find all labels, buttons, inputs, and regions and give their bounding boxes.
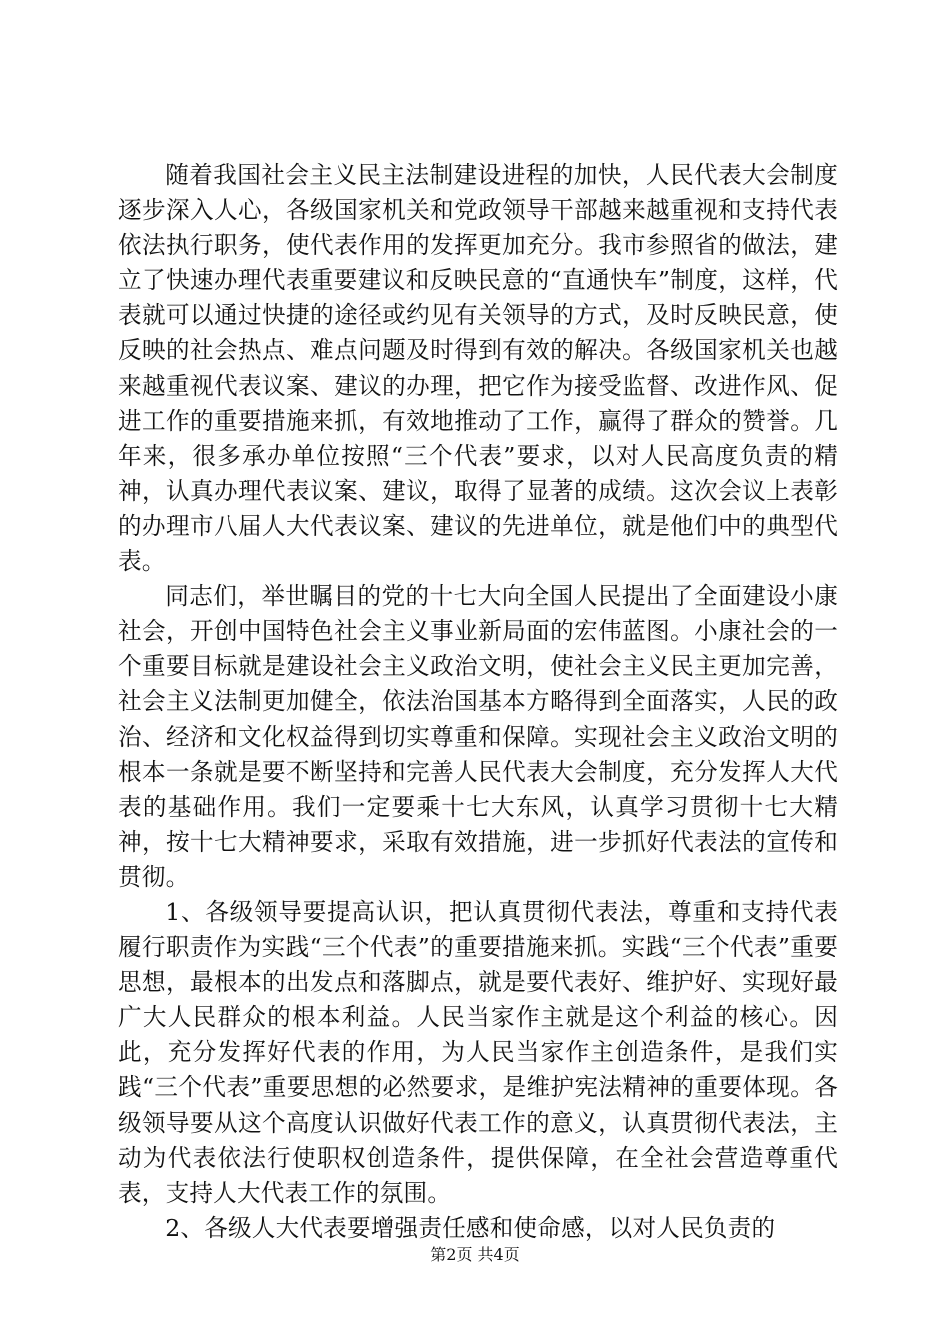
paragraph-1: 随着我国社会主义民主法制建设进程的加快，人民代表大会制度逐步深入人心，各级国家机关和党政领导干部越来越重视和支持代表依法执行职务，使代表作用的发挥更加充分。我市参照省的做法，建立了快速办理代表重要建议和反映民意的“直通快车”制度，这样，代表就可以通过快捷的途径或约见有关领导的方式，及时反映民意，使反映的社会热点、难点问题及时得到有效的解决。各级国家机关也越来越重视代表议案、建议的办理，把它作为接受监督、改进作风、促进工作的重要措施来抓，有效地推动了工作，赢得了群众的赞誉。几年来，很多承办单位按照“三个代表”要求，以对人民高度负责的精神，认真办理代表议案、建议，取得了显著的成绩。这次会议上表彰的办理市八届人大代表议案、建议的先进单位，就是他们中的典型代表。 [118,161,838,576]
paragraph-3: 1、各级领导要提高认识，把认真贯彻代表法，尊重和支持代表履行职责作为实践“三个代表”的重要措施来抓。实践“三个代表”重要思想，最根本的出发点和落脚点，就是要代表好、维护好、实现好最广大人民群众的根本利益。人民当家作主就是这个利益的核心。因此，充分发挥好代表的作用，为人民当家作主创造条件，是我们实践“三个代表”重要思想的必然要求，是维护宪法精神的重要体现。各级领导要从这个高度认识做好代表工作的意义，认真贯彻代表法，主动为代表依法行使职权创造条件，提供保障，在全社会营造尊重代表，支持人大代表工作的氛围。 [118,897,838,1207]
paragraph-4: 2、各级人大代表要增强责任感和使命感，以对人民负责的 [165,1213,776,1242]
paragraph-2: 同志们，举世瞩目的党的十七大向全国人民提出了全面建设小康社会，开创中国特色社会主义事业新局面的宏伟蓝图。小康社会的一个重要目标就是建设社会主义政治文明，使社会主义民主更加完善，社会主义法制更加健全，依法治国基本方略得到全面落实，人民的政治、经济和文化权益得到切实尊重和保障。实现社会主义政治文明的根本一条就是要不断坚持和完善人民代表大会制度，充分发挥人大代表的基础作用。我们一定要乘十七大东风，认真学习贯彻十七大精神，按十七大精神要求，采取有效措施，进一步抓好代表法的宣传和贯彻。 [118,582,838,891]
page-footer: 第2页 共4页 [430,1245,520,1264]
document-body [118,158,838,1246]
